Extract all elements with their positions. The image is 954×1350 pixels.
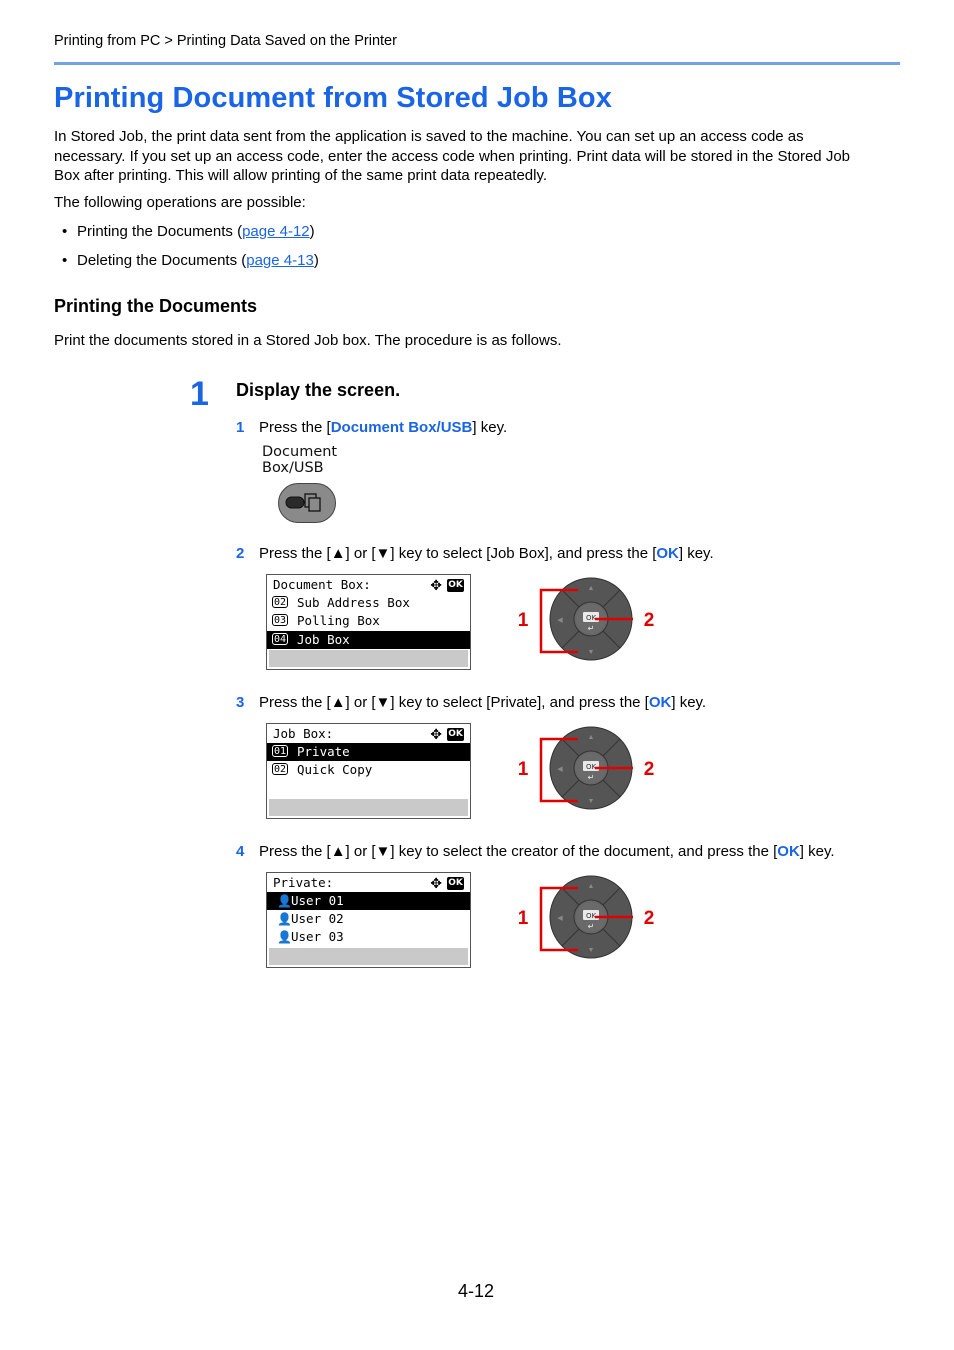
list-item-suffix: ) bbox=[309, 223, 315, 240]
ok-key-label: OK bbox=[585, 614, 597, 622]
ok-icon: OK bbox=[448, 729, 463, 739]
item-number: 03 bbox=[273, 615, 287, 626]
item-label: Job Box bbox=[297, 632, 350, 647]
ok-key-label: OK bbox=[585, 763, 597, 771]
svg-text:↵: ↵ bbox=[587, 624, 595, 633]
substep bbox=[236, 694, 706, 711]
svg-text:↵: ↵ bbox=[587, 922, 595, 931]
key-name: OK bbox=[648, 694, 672, 711]
lcd-header: Private: bbox=[273, 875, 334, 890]
lcd-list-item-selected[interactable] bbox=[267, 631, 470, 649]
item-number: 01 bbox=[273, 746, 287, 757]
lcd-list-item[interactable] bbox=[267, 910, 470, 928]
page-number: 4-12 bbox=[458, 1281, 495, 1301]
substep bbox=[236, 419, 507, 436]
svg-text:↵: ↵ bbox=[587, 773, 595, 782]
lcd-screen bbox=[266, 872, 471, 968]
item-label: User 02 bbox=[291, 911, 344, 926]
lcd-header: Document Box: bbox=[273, 577, 371, 592]
arrow-keypad bbox=[508, 723, 655, 813]
list-item-text: Printing the Documents ( bbox=[77, 223, 243, 240]
ok-icon: OK bbox=[448, 878, 463, 888]
callout-ok: 2 bbox=[643, 610, 655, 631]
user-icon: 👤 bbox=[277, 930, 292, 944]
lcd-status-bar bbox=[269, 948, 468, 965]
key-name: Document Box/USB bbox=[330, 419, 473, 436]
lcd-status-bar bbox=[269, 650, 468, 667]
header-rule bbox=[54, 62, 900, 65]
lcd-header-row bbox=[267, 576, 470, 594]
section-description: Print the documents stored in a Stored Job box. The procedure is as follows. bbox=[54, 332, 562, 349]
substep-number: 2 bbox=[236, 545, 245, 562]
page-link[interactable]: page 4-12 bbox=[242, 223, 310, 240]
ok-key-label: OK bbox=[585, 912, 597, 920]
navigate-icon: ✥ bbox=[430, 727, 442, 743]
callout-up-down: 1 bbox=[517, 759, 529, 780]
svg-text:▲: ▲ bbox=[587, 585, 595, 592]
substep-number: 1 bbox=[236, 419, 245, 436]
intro-line: In Stored Job, the print data sent from the application is saved to the machine. You can set up an access code as bbox=[54, 128, 804, 145]
svg-text:▼: ▼ bbox=[587, 947, 595, 954]
item-label: Quick Copy bbox=[297, 762, 373, 777]
document-box-icon bbox=[278, 483, 336, 523]
key-label-line: Box/USB bbox=[262, 459, 324, 476]
lcd-screen bbox=[266, 574, 471, 670]
lcd-header-row bbox=[267, 725, 470, 743]
item-number: 02 bbox=[273, 764, 287, 775]
key-name: OK bbox=[777, 843, 800, 860]
document-box-usb-key[interactable] bbox=[278, 483, 336, 523]
lcd-list-item[interactable] bbox=[267, 928, 470, 946]
substep-text: Press the [▲] or [▼] key to select [Job Box], and press the [ bbox=[259, 545, 657, 562]
navigate-icon: ✥ bbox=[430, 578, 442, 594]
lcd-screen bbox=[266, 723, 471, 819]
lcd-list-item[interactable] bbox=[267, 594, 470, 612]
item-number: 02 bbox=[273, 597, 287, 608]
substep-number: 4 bbox=[236, 843, 245, 860]
bullet-dot: • bbox=[62, 223, 68, 240]
svg-text:◀: ◀ bbox=[557, 766, 563, 773]
user-icon: 👤 bbox=[277, 894, 292, 908]
substep bbox=[236, 843, 835, 860]
intro-line: necessary. If you set up an access code, enter the access code when printing. Print data will be stored in the Stored Job bbox=[54, 147, 851, 165]
bullet-dot: • bbox=[62, 252, 68, 269]
substep-text-end: ] key. bbox=[671, 694, 707, 711]
lcd-header: Job Box: bbox=[273, 726, 334, 741]
lcd-status-bar bbox=[269, 799, 468, 816]
item-number: 04 bbox=[273, 634, 287, 645]
intro-line: Box after printing. This will allow printing of the same print data repeatedly. bbox=[54, 167, 548, 185]
user-icon: 👤 bbox=[277, 912, 292, 926]
navigate-icon: ✥ bbox=[430, 876, 442, 892]
lcd-list-item-selected[interactable] bbox=[267, 743, 470, 761]
svg-text:▼: ▼ bbox=[587, 798, 595, 805]
arrow-keypad bbox=[508, 574, 655, 664]
lcd-list-item-selected[interactable] bbox=[267, 892, 470, 910]
item-label: Private bbox=[297, 744, 350, 759]
list-item-text: Deleting the Documents ( bbox=[77, 252, 247, 269]
svg-text:▲: ▲ bbox=[587, 883, 595, 890]
callout-up-down: 1 bbox=[517, 908, 529, 929]
substep-number: 3 bbox=[236, 694, 245, 711]
step-number: 1 bbox=[190, 375, 209, 413]
substep-text: Press the [▲] or [▼] key to select the creator of the document, and press the [ bbox=[259, 843, 778, 860]
svg-text:◀: ◀ bbox=[557, 617, 563, 624]
lcd-list-item[interactable] bbox=[267, 612, 470, 630]
svg-text:▲: ▲ bbox=[587, 734, 595, 741]
arrow-keypad bbox=[508, 872, 655, 962]
substep-text: Press the [ bbox=[259, 419, 331, 436]
substep-text-end: ] key. bbox=[799, 843, 835, 860]
breadcrumb: Printing from PC > Printing Data Saved on the Printer bbox=[54, 33, 397, 49]
substep-text-end: ] key. bbox=[678, 545, 714, 562]
operations-intro: The following operations are possible: bbox=[54, 194, 306, 211]
item-label: User 03 bbox=[291, 929, 344, 944]
substep-text-end: ] key. bbox=[472, 419, 508, 436]
item-label: Sub Address Box bbox=[297, 595, 410, 610]
substep bbox=[236, 545, 714, 562]
item-label: User 01 bbox=[291, 893, 344, 908]
svg-text:◀: ◀ bbox=[557, 915, 563, 922]
callout-ok: 2 bbox=[643, 759, 655, 780]
lcd-header-row bbox=[267, 874, 470, 892]
intro-paragraph bbox=[54, 127, 904, 186]
key-name: OK bbox=[656, 545, 679, 562]
page-title: Printing Document from Stored Job Box bbox=[54, 82, 612, 114]
page-link[interactable]: page 4-13 bbox=[246, 252, 314, 269]
substep-text: Press the [▲] or [▼] key to select [Private], and press the [ bbox=[259, 694, 649, 711]
step-title: Display the screen. bbox=[236, 380, 401, 400]
svg-text:▼: ▼ bbox=[587, 649, 595, 656]
ok-icon: OK bbox=[448, 580, 463, 590]
lcd-list-item[interactable] bbox=[267, 761, 470, 779]
callout-ok: 2 bbox=[643, 908, 655, 929]
key-label-line: Document bbox=[262, 444, 338, 460]
list-item-suffix: ) bbox=[313, 252, 319, 269]
section-heading: Printing the Documents bbox=[54, 296, 258, 316]
callout-up-down: 1 bbox=[517, 610, 529, 631]
key-label bbox=[262, 445, 337, 476]
item-label: Polling Box bbox=[297, 613, 380, 628]
